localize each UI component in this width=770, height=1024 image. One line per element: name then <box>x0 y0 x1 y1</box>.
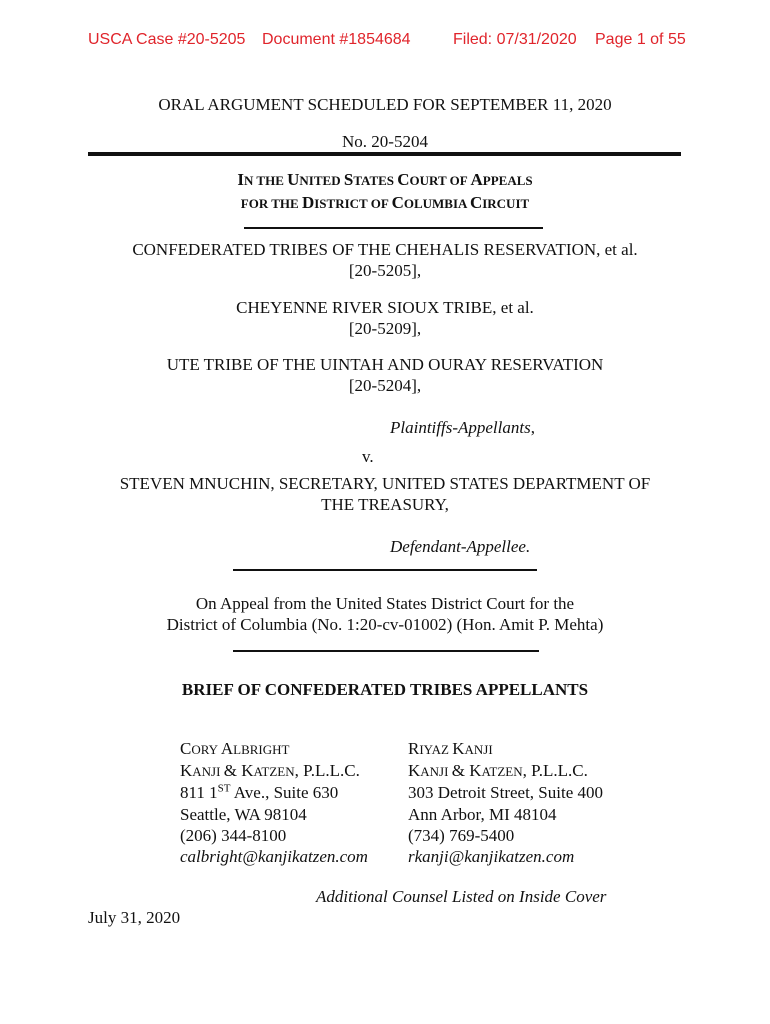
filing-date: July 31, 2020 <box>88 908 181 927</box>
additional-counsel-note: Additional Counsel Listed on Inside Cover <box>316 887 607 906</box>
party-3-name: UTE TRIBE OF THE UINTAH AND OURAY RESERVATION <box>166 355 604 374</box>
plaintiffs-role: Plaintiffs-Appellants, <box>390 418 535 437</box>
defendant-role: Defendant-Appellee. <box>390 537 531 556</box>
counsel-left-firm: KANJI & KATZEN, P.L.L.C. <box>180 761 360 781</box>
counsel-left-name: CORY ALBRIGHT <box>180 739 290 758</box>
party-3-case-number: [20-5204], <box>348 376 422 395</box>
case-number: No. 20-5204 <box>342 132 428 151</box>
header-case-number: USCA Case #20-5205 <box>88 31 246 48</box>
versus: v. <box>362 447 374 466</box>
brief-title: BRIEF OF CONFEDERATED TRIBES APPELLANTS <box>181 680 589 699</box>
party-2-name: CHEYENNE RIVER SIOUX TRIBE, et al. <box>236 298 534 317</box>
header-document-number: Document #1854684 <box>262 31 411 48</box>
party-1-case-number: [20-5205], <box>348 261 422 280</box>
appeal-divider <box>233 650 539 652</box>
counsel-right-address: 303 Detroit Street, Suite 400 <box>408 783 604 803</box>
counsel-right-name: RIYAZ KANJI <box>408 739 493 758</box>
defendant-line-1: STEVEN MNUCHIN, SECRETARY, UNITED STATES DEPARTMENT OF <box>119 474 651 493</box>
oral-argument-notice: ORAL ARGUMENT SCHEDULED FOR SEPTEMBER 11, 2020 <box>158 95 612 114</box>
defendant-line-2: THE TREASURY, <box>321 495 449 514</box>
counsel-right <box>408 738 603 867</box>
court-name-line-2: FOR THE DISTRICT OF COLUMBIA CIRCUIT <box>240 193 530 212</box>
header-page-number: Page 1 of 55 <box>595 31 686 48</box>
party-2-case-number: [20-5209], <box>348 319 422 338</box>
parties-divider <box>233 569 537 571</box>
counsel-left <box>180 738 368 867</box>
counsel-right-firm: KANJI & KATZEN, P.L.L.C. <box>408 761 588 781</box>
counsel-right-city: Ann Arbor, MI 48104 <box>408 804 557 824</box>
counsel-left-email: calbright@kanjikatzen.com <box>180 847 368 867</box>
top-thick-rule <box>88 152 681 156</box>
counsel-right-phone: (734) 769-5400 <box>408 825 515 845</box>
counsel-left-phone: (206) 344-8100 <box>180 825 287 845</box>
counsel-left-address: 811 1ST Ave., Suite 630 <box>180 782 339 803</box>
header-filed-date: Filed: 07/31/2020 <box>453 31 577 48</box>
counsel-right-email: rkanji@kanjikatzen.com <box>408 847 575 867</box>
counsel-left-city: Seattle, WA 98104 <box>180 804 307 824</box>
party-1-name: CONFEDERATED TRIBES OF THE CHEHALIS RESERVATION, et al. <box>132 240 638 259</box>
appeal-line-2: District of Columbia (No. 1:20-cv-01002) (Hon. Amit P. Mehta) <box>166 615 604 634</box>
court-name-line-1: IN THE UNITED STATES COURT OF APPEALS <box>237 170 533 189</box>
appeal-line-1: On Appeal from the United States District Court for the <box>195 594 575 613</box>
court-divider <box>244 227 543 229</box>
